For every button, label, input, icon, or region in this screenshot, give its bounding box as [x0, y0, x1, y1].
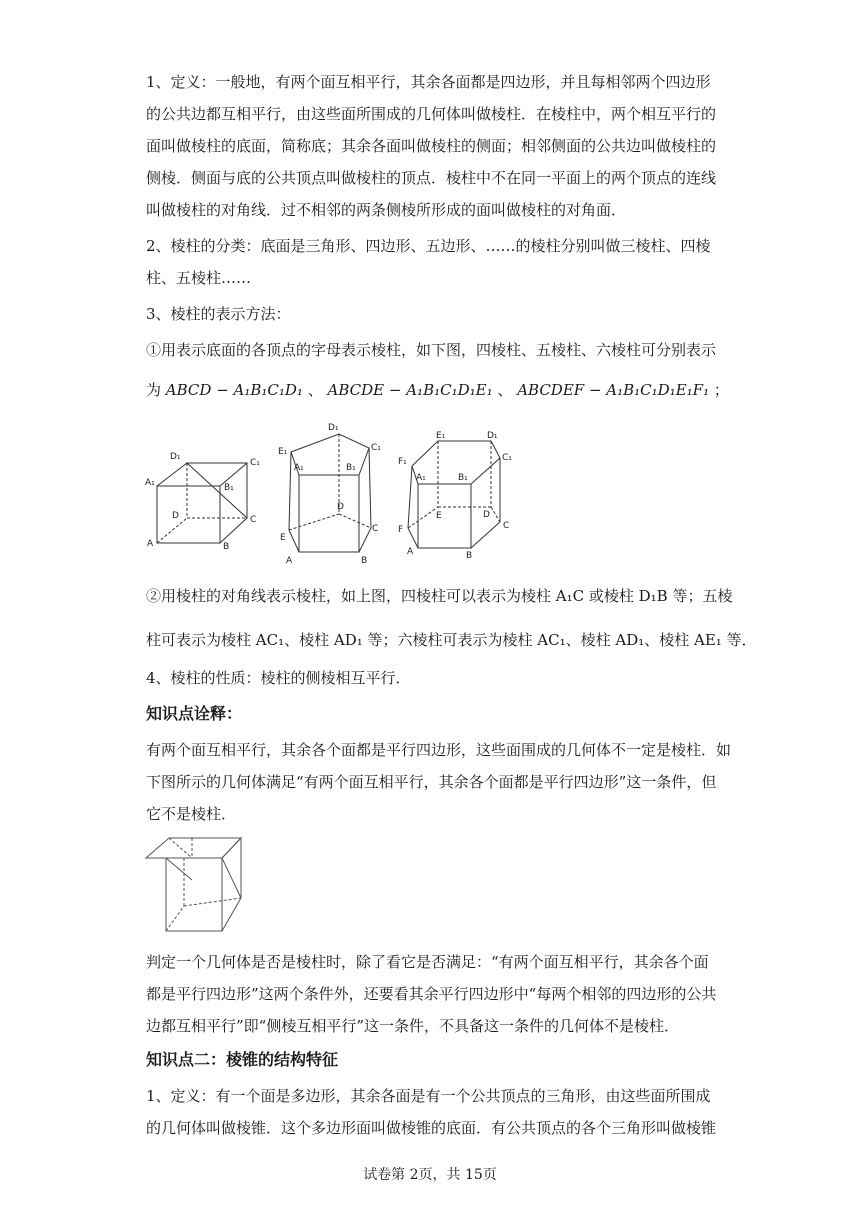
text: 、 [497, 381, 513, 399]
paragraph-line: 1、定义：一般地，有两个面互相平行，其余各面都是四边形，并且每相邻两个四边形 [146, 73, 711, 91]
paragraph-line: 都是平行四边形”这两个条件外，还要看其余平行四边形中“每两个相邻的四边形的公共 [146, 985, 717, 1003]
non-prism-figure [144, 836, 248, 940]
hex-prism-figure [396, 428, 516, 564]
vertex-label: C₁ [250, 458, 260, 468]
text: 、 [307, 381, 323, 399]
paragraph-line: 下图所示的几何体满足“有两个面互相平行，其余各个面都是平行四边形”这一条件，但 [146, 773, 717, 791]
paragraph-line: 1、定义：有一个面是多边形，其余各面是有一个公共顶点的三角形，由这些面所围成 [146, 1087, 711, 1105]
formula-hex-prism: ABCDEF − A₁B₁C₁D₁E₁F₁ [517, 381, 710, 399]
paragraph-line: 柱可表示为棱柱 AC₁、棱柱 AD₁ 等；六棱柱可表示为棱柱 AC₁、棱柱 AD₁、棱柱 AE₁ 等． [146, 631, 757, 649]
paragraph-line: 面叫做棱柱的底面，简称底；其余各面叫做棱柱的侧面；相邻侧面的公共边叫做棱柱的 [146, 137, 717, 155]
vertex-label: C [250, 515, 257, 525]
section-heading: 知识点二：棱锥的结构特征 [146, 1050, 339, 1069]
vertex-label: F [398, 525, 404, 535]
vertex-label: B [466, 551, 473, 560]
paragraph-line: 它不是棱柱． [146, 805, 237, 823]
vertex-label: D₁ [487, 431, 498, 441]
vertex-label: B₁ [458, 473, 468, 483]
vertex-label: E₁ [436, 431, 446, 441]
vertex-label: A [407, 547, 414, 557]
text: ； [713, 381, 729, 399]
paragraph-line: 叫做棱柱的对角线．过不相邻的两条侧棱所形成的面叫做棱柱的对角面． [146, 201, 627, 219]
vertex-label: E [280, 533, 286, 543]
paragraph-line: ②用棱柱的对角线表示棱柱，如上图，四棱柱可以表示为棱柱 A₁C 或棱柱 D₁B 等；五棱 [146, 587, 733, 605]
vertex-label: B₁ [224, 483, 234, 493]
paragraph-line: 柱、五棱柱…… [146, 269, 252, 287]
formula-quad-prism: ABCD − A₁B₁C₁D₁ [165, 381, 303, 399]
page-footer: 试卷第 2页，共 15页 [363, 1167, 497, 1183]
vertex-label: D₁ [328, 423, 339, 433]
vertex-label: A₁ [294, 463, 304, 473]
paragraph-line: 的几何体叫做棱锥．这个多边形面叫做棱锥的底面．有公共顶点的各个三角形叫做棱锥 [146, 1119, 717, 1137]
section-heading: 知识点诠释： [146, 704, 243, 723]
vertex-label: D₁ [170, 452, 181, 462]
paragraph-line: 有两个面互相平行，其余各个面都是平行四边形，这些面围成的几何体不一定是棱柱．如 [146, 741, 732, 759]
vertex-label: F₁ [398, 457, 407, 467]
vertex-label: C [372, 524, 379, 534]
text: 为 [146, 381, 162, 399]
paragraph-line: 判定一个几何体是否是棱柱时，除了看它是否满足：“有两个面互相平行，其余各个面 [146, 953, 709, 971]
vertex-label: E₁ [278, 447, 288, 457]
vertex-label: B [223, 542, 230, 552]
pent-prism-figure [276, 420, 388, 570]
paragraph-line: 3、棱柱的表示方法： [146, 305, 291, 323]
vertex-label: B [361, 556, 368, 566]
formula-line [146, 380, 729, 400]
paragraph-line: 4、棱柱的性质：棱柱的侧棱相互平行． [146, 669, 411, 687]
paragraph-line: 侧棱．侧面与底的公共顶点叫做棱柱的顶点．棱柱中不在同一平面上的两个顶点的连线 [146, 169, 717, 187]
vertex-label: D [172, 511, 179, 521]
vertex-label: C₁ [502, 453, 512, 463]
formula-pent-prism: ABCDE − A₁B₁C₁D₁E₁ [327, 381, 493, 399]
vertex-label: C₁ [371, 443, 381, 453]
vertex-label: A [147, 539, 154, 549]
vertex-label: E [436, 511, 442, 521]
vertex-label: D [483, 510, 490, 520]
paragraph-line: ①用表示底面的各顶点的字母表示棱柱，如下图，四棱柱、五棱柱、六棱柱可分别表示 [146, 341, 717, 359]
vertex-label: A₁ [145, 478, 155, 488]
paragraph-line: 边都互相平行”即“侧棱互相平行”这一条件，不具备这一条件的几何体不是棱柱． [146, 1017, 680, 1035]
vertex-label: C [503, 521, 510, 531]
vertex-label: A₁ [416, 473, 426, 483]
paragraph-line: 的公共边都互相平行，由这些面所围成的几何体叫做棱柱．在棱柱中，两个相互平行的 [146, 105, 717, 123]
vertex-label: B₁ [346, 463, 356, 473]
vertex-label: D [337, 502, 344, 512]
vertex-label: A [286, 556, 293, 566]
paragraph-line: 2、棱柱的分类：底面是三角形、四边形、五边形、……的棱柱分别叫做三棱柱、四棱 [146, 237, 711, 255]
quad-prism-figure [142, 448, 267, 556]
